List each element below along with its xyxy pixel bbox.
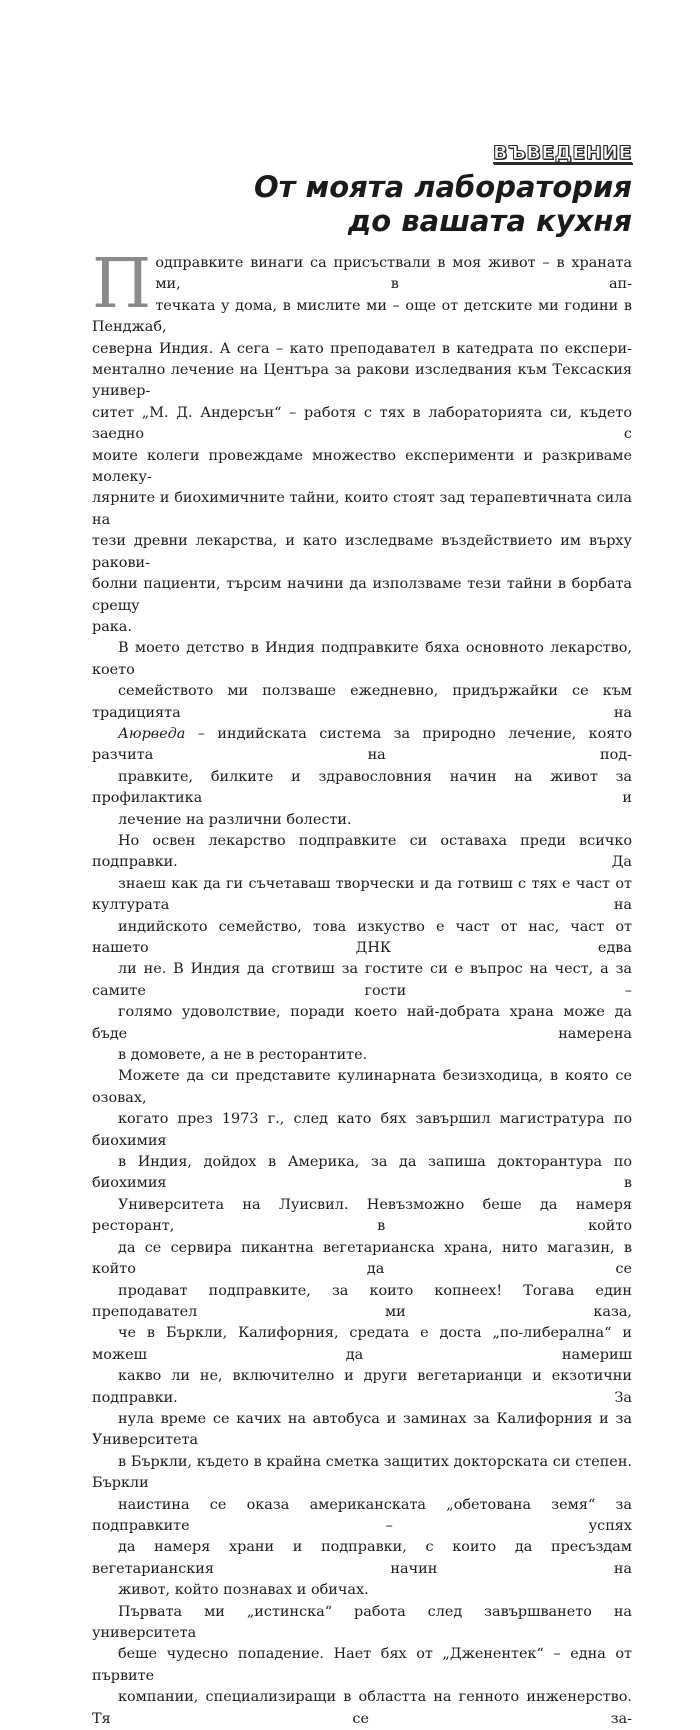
text-line: в домовете, а не в ресторантите. (118, 1047, 368, 1064)
paragraph-4 (92, 1066, 632, 1601)
text-line: в Бъркли, където в крайна сметка защитих докторската си степен. Бъркли (92, 1453, 632, 1492)
text-fragment: – индийската система за природно лечение, която разчита на под- (92, 725, 632, 764)
text-line: живот, който познавах и обичах. (118, 1582, 369, 1599)
text-line: Първата ми „истинска“ работа след завършването на университета (92, 1603, 632, 1641)
paragraph-3 (92, 831, 632, 1066)
paragraph-5 (92, 1602, 632, 1730)
text-line: ситет „М. Д. Андерсън“ – работя с тях в лабораторията си, където заедно с (92, 404, 632, 443)
text-line: Но освен лекарство подправките си оставаха преди всичко подправки. Да (92, 832, 632, 871)
text-line: беше чудесно попадение. Нает бях от „Дженентек“ – една от първите (92, 1646, 632, 1684)
text-line: рака. (92, 618, 132, 635)
text-line: наистина се оказа американската „обетована земя“ за подправките – успях (92, 1496, 632, 1534)
drop-cap: П (92, 245, 152, 324)
italic-term: Аюрведа (118, 725, 186, 742)
text-line: лярните и биохимичните тайни, които стоят зад терапевтичната сила на (92, 490, 632, 528)
text-line: да намеря храни и подправки, с които да пресъздам вегетарианския начин на (92, 1539, 632, 1577)
text-line: Университета на Луисвил. Невъзможно беше да намеря ресторант, в който (92, 1196, 632, 1235)
text-line: В моето детство в Индия подправките бяха основното лекарство, което (92, 640, 632, 678)
text-line: индийското семейство, това изкуство е част от нас, част от нашето ДНК едва (92, 918, 632, 956)
text-line: знаеш как да ги съчетаваш творчески и да готвиш с тях е част от културата на (92, 875, 632, 914)
text-line: тези древни лекарства, и като изследваме въздействието им върху ракови- (92, 533, 632, 571)
text-line: семейството ми ползваше ежедневно, придържайки се към традицията на (92, 683, 632, 721)
text-line: ментално лечение на Центъра за ракови изследвания към Тексаския универ- (92, 362, 632, 400)
chapter-title-line-2: до вашата кухня (347, 204, 632, 238)
text-line: одправките винаги са присъствали в моя живот – в храната ми, в ап- (155, 255, 632, 293)
body-text (92, 245, 632, 1730)
text-line: продават подправките, за които копнеех! Тогава един преподавател ми каза, (92, 1282, 632, 1320)
paragraph-1 (92, 245, 632, 638)
paragraph-2 (92, 638, 632, 831)
text-line: когато през 1973 г., след като бях завършил магистратура по биохимия (92, 1111, 632, 1149)
text-line: северна Индия. А сега – като преподавател в катедрата по експери- (92, 340, 632, 357)
chapter-title-line-1: От моята лаборатория (253, 170, 632, 204)
chapter-kicker: ВЪВЕДЕНИЕ (493, 142, 632, 164)
text-line (92, 724, 632, 767)
text-line: течката у дома, в мислите ми – още от детските ми години в Пенджаб, (92, 297, 632, 336)
text-line: правките, билките и здравословния начин на живот за профилактика и (92, 768, 632, 807)
text-line: какво ли не, включително и други вегетарианци и екзотични подправки. За (92, 1368, 632, 1406)
text-line: лечение на различни болести. (118, 811, 352, 828)
text-line: в Индия, дойдох в Америка, за да запиша докторантура по биохимия в (92, 1154, 632, 1192)
text-line: моите колеги провеждаме множество експерименти и разкриваме молеку- (92, 447, 632, 486)
text-line: да се сервира пикантна вегетарианска храна, нито магазин, в който да се (92, 1239, 632, 1278)
text-line: че в Бъркли, Калифорния, средата е доста „по-либерална“ и можеш да намериш (92, 1325, 632, 1363)
text-line: ли не. В Индия да сготвиш за гостите си е въпрос на чест, а за самите гости – (92, 961, 632, 999)
text-line: Можете да си представите кулинарната безизходица, в която се озовах, (92, 1068, 632, 1106)
text-line: голямо удоволствие, поради което най-добрата храна може да бъде намерена (92, 1004, 632, 1042)
chapter-title (72, 170, 632, 238)
text-line: болни пациенти, търсим начини да използваме тези тайни в борбата срещу (92, 576, 632, 614)
text-line: компании, специализиращи в областта на генното инженерство. Тя се за- (92, 1689, 632, 1727)
text-line: нула време се качих на автобуса и заминах за Калифорния и за Университета (92, 1410, 632, 1449)
